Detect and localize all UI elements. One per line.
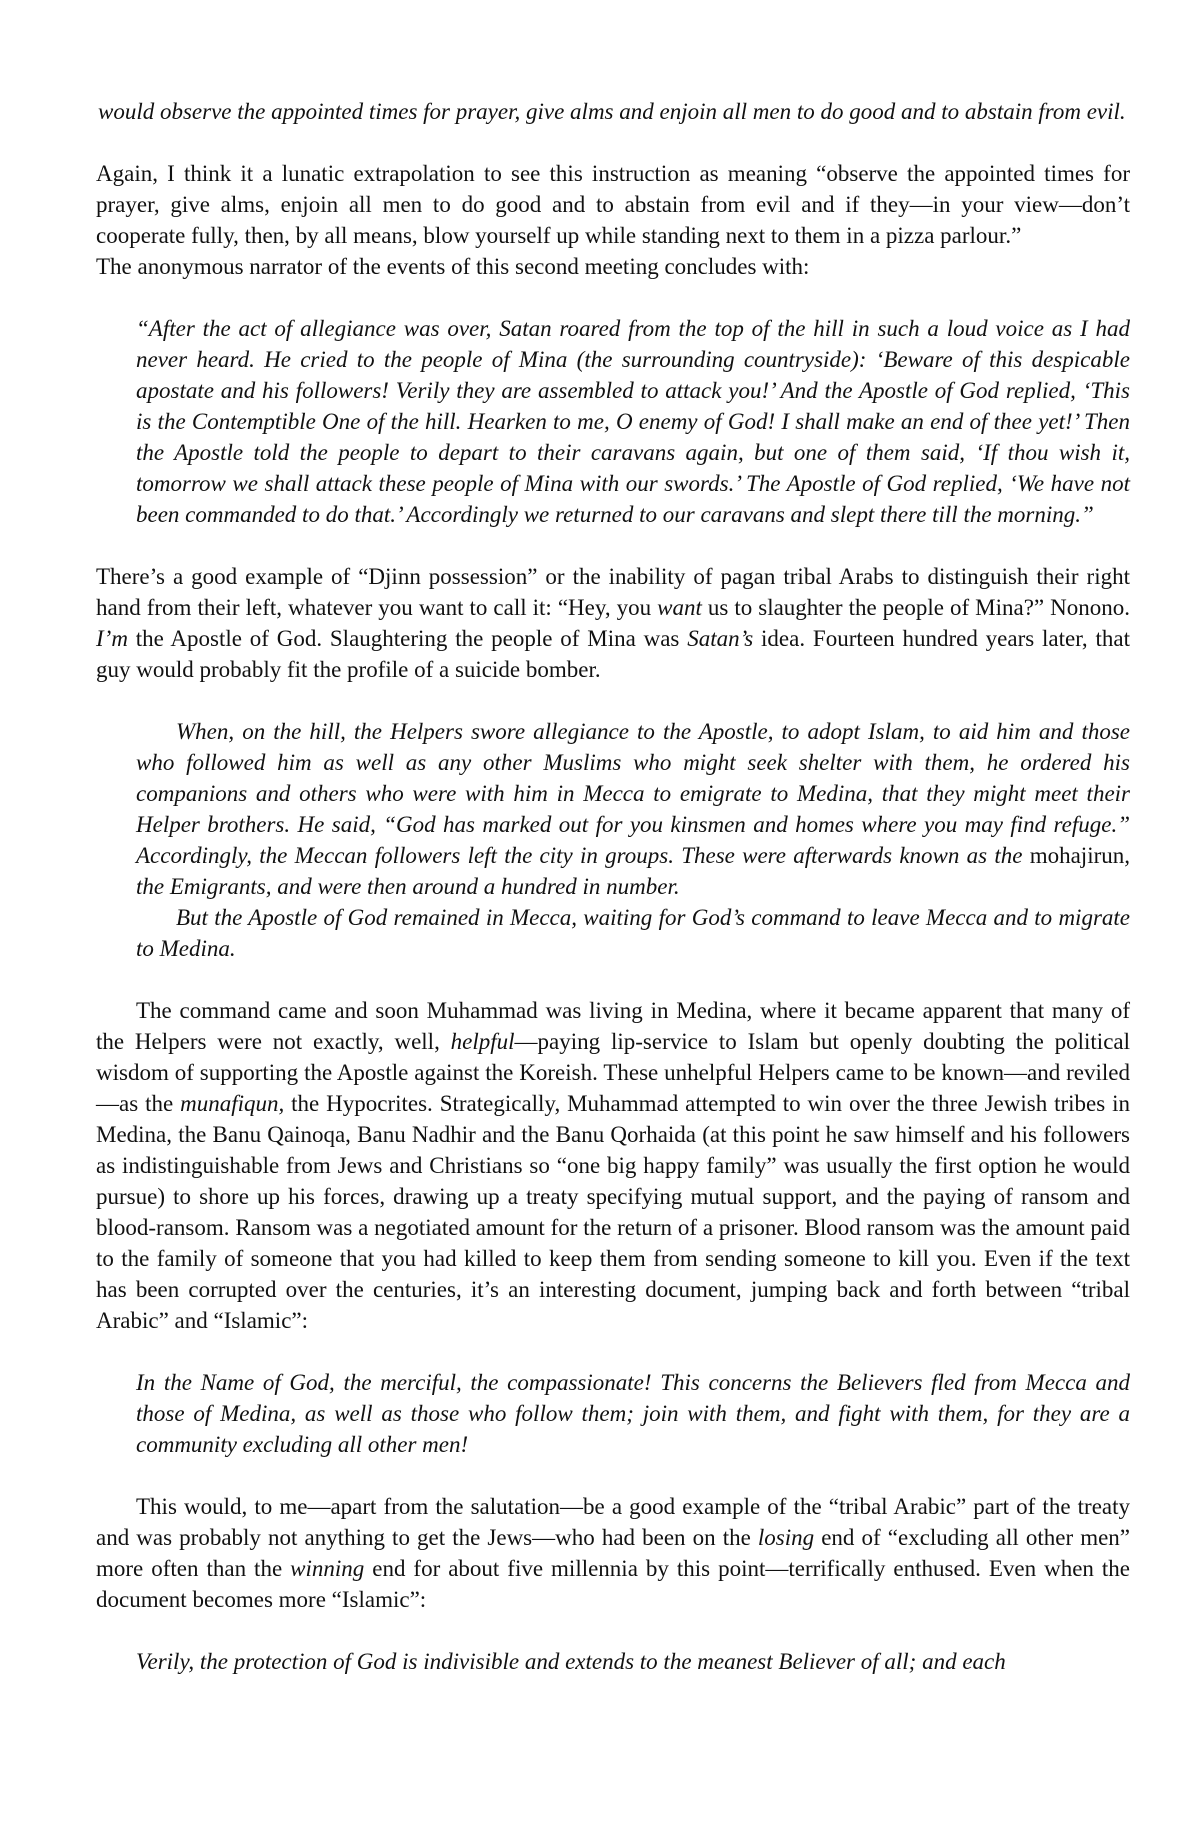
text-run: the Hypocrites. Strategically, Muhammad attempted to win over the three Jewish tribes in Medina, the Banu Qainoqa, Banu Nadhir and the Banu Qorhaida (at this point he saw himself and his followers as indistinguishable from Jews and Christians so “one big happy family” was usually the first option he would pursue) to shore up his forces, drawing up a treaty specifying mutual support, and the paying of ransom and blood-ransom. Ransom was a negotiated amount for the return of a prisoner. Blood ransom was the amount paid to the family of someone that you had killed to keep them from sending someone to kill you. Even if the text has been corrupted over the centuries, it’s an interesting document, jumping back and forth between “tribal Arabic” and “Islamic”:	[96, 1091, 1130, 1333]
text-run: There’s a good example of “Djinn possession” or the inability of pagan tribal Arabs to distinguish their right hand from their left, whatever you want to call it: “Hey, you	[96, 564, 1130, 620]
spacer	[96, 127, 1130, 158]
paragraph-lunatic-extrapolation: Again, I think it a lunatic extrapolation to see this instruction as meaning “observe the appointed times for prayer, give alms, enjoin all men to do good and to abstain from evil and if they—in your view—don’t cooperate fully, then, by all means, blow yourself up while standing next to them in a pizza parlour.”	[96, 161, 1130, 248]
quote-satan-roared: “After the act of allegiance was over, Satan roared from the top of the hill in such a loud voice as I had never heard. He cried to the people of Mina (the surrounding countryside): ‘Beware of this despicable apostate and his followers! Verily they are assembled to attack you!’ And the Apostle of God replied, ‘This is the Contemptible One of the hill. Hearken to me, O enemy of God! I shall make an end of thee yet!’ Then the Apostle told the people to depart to their caravans again, but one of them said, ‘If thou wish it, tomorrow we shall attack these people of Mina with our swords.’ The Apostle of God replied, ‘We have not been commanded to do that.’ Accordingly we returned to our caravans and slept there till the morning.”	[136, 316, 1130, 527]
paragraph-djinn-possession	[96, 561, 1130, 685]
quote-name-of-god: In the Name of God, the merciful, the compassionate! This concerns the Believers fled from Mecca and those of Medina, as well as those who follow them; join with them, and fight with them, for they are a community excluding all other men!	[136, 1370, 1130, 1457]
emphasis-text: winning	[290, 1556, 365, 1581]
spacer	[96, 1615, 1130, 1646]
text-run: end for about five millennia by this point—terrifically enthused. Even when the document becomes more “Islamic”:	[96, 1556, 1131, 1612]
paragraph-salutation	[96, 1491, 1130, 1615]
text-run: end of “excluding all other men” more often than the	[96, 1525, 1130, 1581]
emphasis-text: I’m	[96, 626, 128, 651]
emphasis-text: losing	[757, 1525, 815, 1550]
text-run: —paying lip-service to Islam but openly doubting the political wisdom of supporting the Apostle against the Koreish. These unhelpful Helpers came to be known—and reviled—as the	[96, 1029, 1131, 1116]
quote-prayer-alms: would observe the appointed times for prayer, give alms and enjoin all men to do good and to abstain from evil.	[98, 99, 1126, 124]
document-page	[96, 96, 1130, 1677]
spacer	[96, 685, 1130, 716]
emphasis-text: helpful	[450, 1029, 515, 1054]
roman-term: mohajirun	[1029, 843, 1125, 868]
text-run: , the Emigrants, and were then around a hundred in number.	[136, 843, 1130, 899]
quote-protection-of-god: Verily, the protection of God is indivisible and extends to the meanest Believer of all; and each	[136, 1649, 1006, 1674]
emphasis-text: Satan’s	[687, 626, 754, 651]
paragraph-command-came	[96, 995, 1130, 1336]
text-run: us to slaughter the people of Mina?” Nonono.	[701, 595, 1131, 620]
text-run: When, on the hill, the Helpers swore allegiance to the Apostle, to adopt Islam, to aid him and those who followed him as well as any other Muslims who might seek shelter with them, he ordered his companions and others who were with him in Mecca to emigrate to Medina, that they might meet their Helper brothers. He said, “God has marked out for you kinsmen and homes where you may find refuge.” Accordingly, the Meccan followers left the city in groups. These were afterwards known as the	[136, 719, 1130, 868]
text-run: idea. Fourteen hundred years later, that guy would probably fit the profile of a suicide bomber.	[96, 626, 1130, 682]
text-run: The command came and soon Muhammad was living in Medina, where it became apparent that many of the Helpers were not exactly, well,	[96, 998, 1130, 1054]
spacer	[96, 530, 1130, 561]
text-run: This would, to me—apart from the salutation—be a good example of the “tribal Arabic” part of the treaty and was probably not anything to get the Jews—who had been on the	[96, 1494, 1130, 1550]
text-run: the Apostle of God. Slaughtering the people of Mina was	[127, 626, 688, 651]
paragraph-narrator-concludes: The anonymous narrator of the events of this second meeting concludes with:	[96, 254, 810, 279]
spacer	[96, 1336, 1130, 1367]
spacer	[96, 1460, 1130, 1491]
emphasis-text: want	[657, 595, 702, 620]
spacer	[96, 964, 1130, 995]
quote-helpers-allegiance	[96, 716, 1130, 902]
spacer	[96, 282, 1130, 313]
quote-apostle-remained: But the Apostle of God remained in Mecca, waiting for God’s command to leave Mecca and to migrate to Medina.	[136, 905, 1130, 961]
emphasis-text: munafiqun,	[180, 1091, 285, 1116]
